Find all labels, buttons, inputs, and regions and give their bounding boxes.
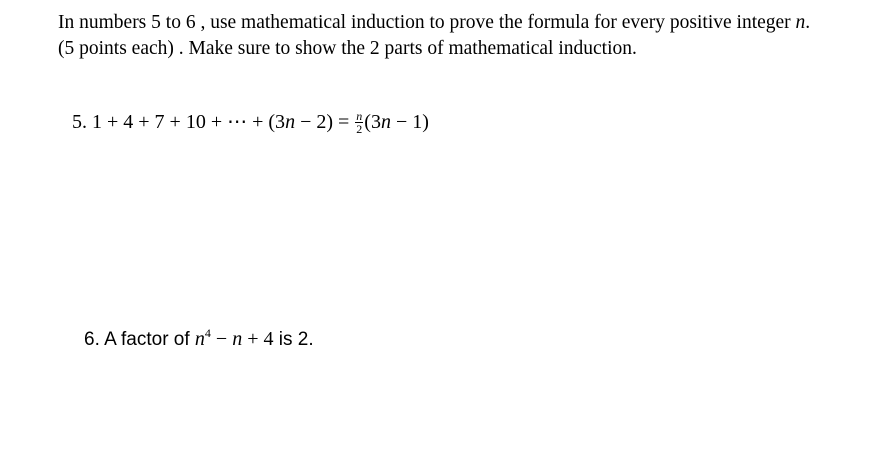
problem-number: 5. <box>72 111 87 133</box>
problem-number: 6. <box>84 329 100 350</box>
fraction-numerator: n <box>356 108 363 123</box>
fraction-n-over-2 <box>355 110 363 135</box>
equation-lhs-prefix: 1 + 4 + 7 + 10 + ⋯ + (3 <box>92 111 286 133</box>
instructions-line-2: (5 points each) . Make sure to show the 2 parts of mathematical induction. <box>58 38 637 59</box>
equation-lhs-suffix: − 2) = <box>295 111 355 133</box>
equation-rhs-suffix: − 1) <box>390 111 429 133</box>
problem-6 <box>84 325 314 354</box>
expression <box>195 328 274 350</box>
variable-n: n <box>232 328 243 350</box>
problem-text-after: is 2. <box>273 329 314 350</box>
variable-n: n <box>380 111 391 133</box>
variable-n: n <box>194 328 205 350</box>
exponent: 4 <box>204 326 211 340</box>
fraction-denominator: 2 <box>356 121 363 136</box>
equation <box>92 108 429 136</box>
equation-rhs-prefix: (3 <box>364 111 381 133</box>
problem-5 <box>72 107 429 137</box>
variable-n: n <box>795 12 806 33</box>
expression-rest: + 4 <box>242 328 274 350</box>
instructions-text: In numbers 5 to 6 , use mathematical induction to prove the formula for every positive integer <box>58 12 796 33</box>
minus-sign: − <box>210 328 233 350</box>
variable-n: n <box>285 111 296 133</box>
instructions-line-1 <box>58 10 878 36</box>
problem-text-before: A factor of <box>104 329 195 350</box>
instructions-period: . <box>805 12 811 33</box>
instructions <box>58 10 878 62</box>
